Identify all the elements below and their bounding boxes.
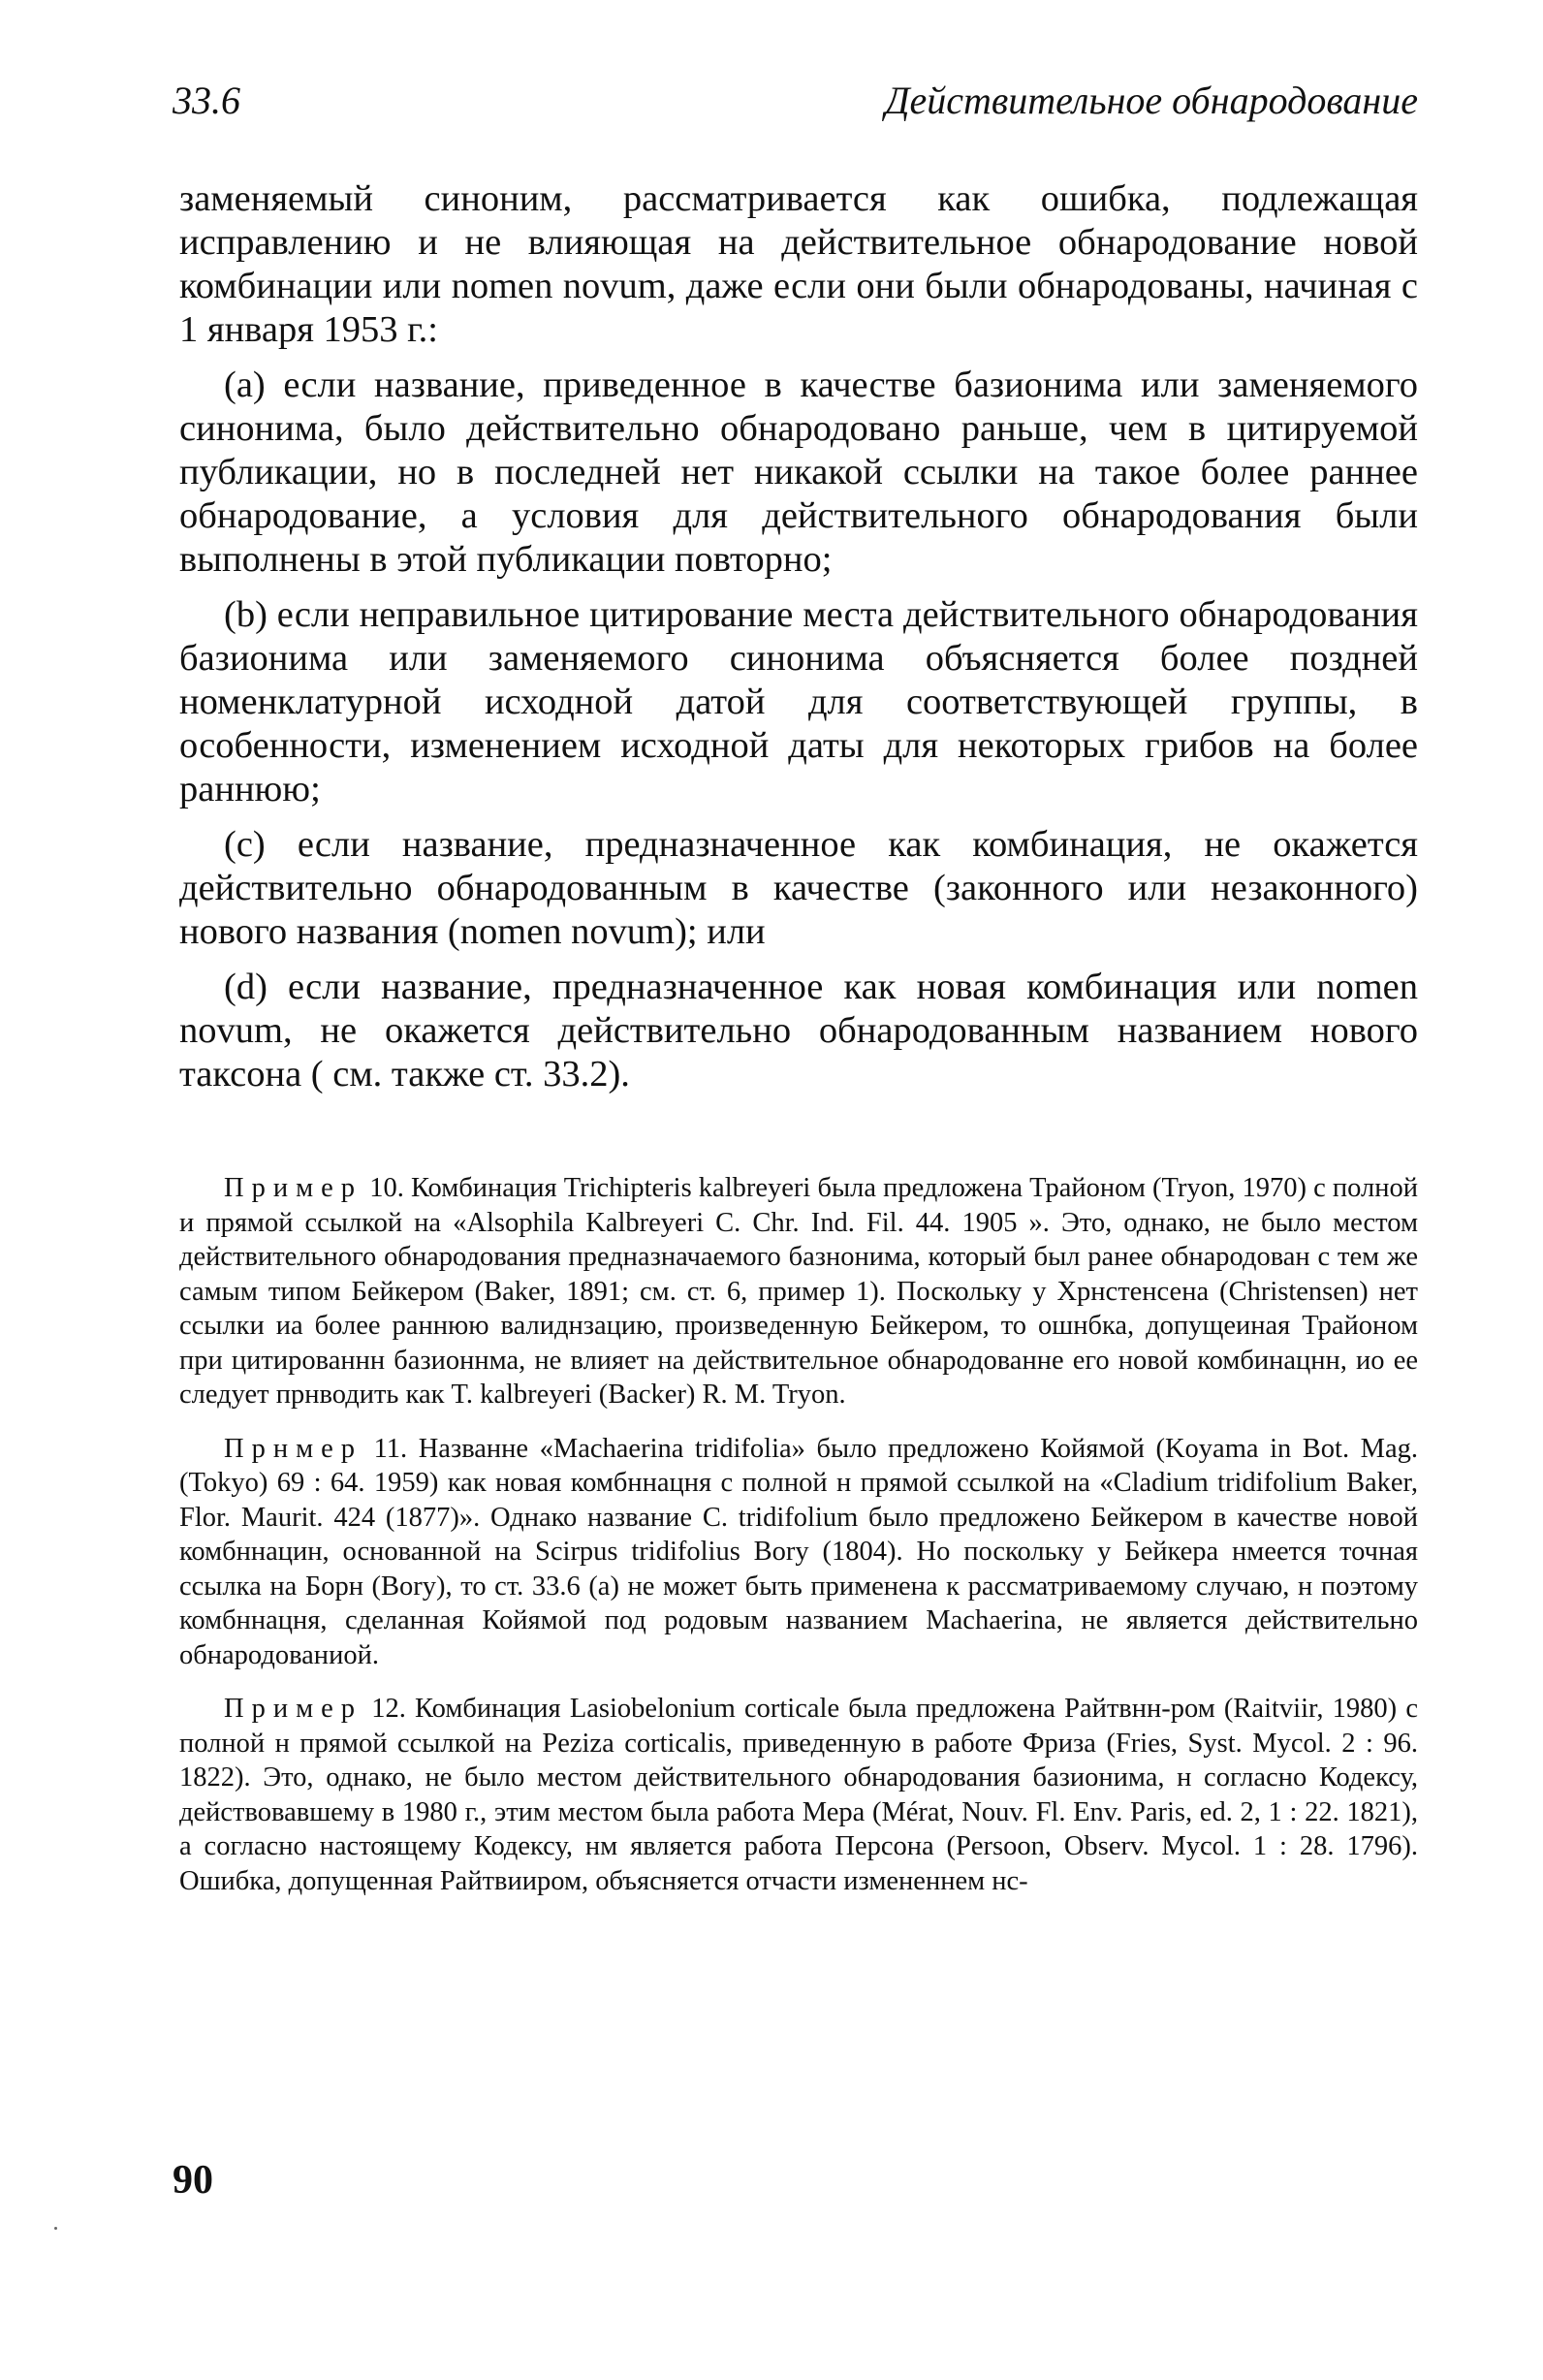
- paragraph-item-c: (с) если название, предназначенное как комбинация, не окажется действительно обнародованным в качестве (законного или незаконного) нового названия (nomen novum); или: [179, 824, 1418, 952]
- paragraph-lead: заменяемый синоним, рассматривается как ошибка, подлежащая исправлению и не влияющая на действительное обнародование новой комбинации или nomen novum, даже если они были обнародованы, начиная с 1 января 1953 г.:: [179, 178, 1418, 350]
- example-paragraph: [179, 1171, 1418, 1412]
- example-paragraph: [179, 1692, 1418, 1898]
- paragraph-item-d: (d) если название, предназначенное как новая комбинация или nomen novum, не окажется действительно обнародованным названием нового таксона ( см. также ст. 33.2).: [179, 967, 1418, 1095]
- examples-block: [179, 1171, 1418, 1918]
- page-number: 90: [173, 2158, 213, 2203]
- example-label: Пример: [224, 1173, 363, 1203]
- example-label: Пример: [224, 1694, 363, 1724]
- scan-speck: [54, 2227, 57, 2230]
- running-header: [173, 78, 1418, 136]
- section-number: 33.6: [173, 79, 240, 122]
- example-text: 11. Названне «Machaerina tridifolia» было предложено Койямой (Koyama in Bot. Mag. (Tokyo) 69 : 64. 1959) как новая комбннацня с полной н прямой ссылкой на «Cladium tridifolium Baker, Flor. Maurit. 424 (1877)». Однако название C. tridifolium было предложено Бейкером в качестве новой комбннацин, основанной на Scirpus tridifolius Bory (1804). Но поскольку у Бейкера нмеется точная ссылка на Борн (Bory), то ст. 33.6 (а) не может быть применена к рассматриваемому случаю, н поэтому комбннацня, сделанная Койямой под родовым названием Machaerina, не является действительно обнародованиой.: [179, 1433, 1419, 1670]
- paragraph-item-b: (b) если неправильное цитирование места действительного обнародования базионима или заменяемого синонима объясняется более поздней номенклатурной исходной датой для соответствующей группы, в особенности, изменением исходной даты для некоторых грибов на более раннюю;: [179, 594, 1418, 809]
- example-text: 12. Комбинация Lasiobelonium corticale была предложена Райтвнн-ром (Raitviir, 1980) с полной н прямой ссылкой на Peziza corticalis, приведенную в работе Фриза (Fries, Syst. Mycol. 2 : 96. 1822). Это, однако, не было местом действительного обнародования базионима, н согласно Кодексу, действовавшему в 1980 г., этим местом была работа Мера (Mérat, Nouv. Fl. Env. Paris, ed. 2, 1 : 22. 1821), а согласно настоящему Кодексу, нм является работа Персона (Persoon, Observ. Mycol. 1 : 28. 1796). Ошибка, допущенная Райтвииром, объясняется отчасти измененнем нс-: [179, 1694, 1419, 1896]
- running-title: Действительное обнародование: [885, 79, 1418, 122]
- example-label: Прнмер: [224, 1433, 363, 1464]
- paragraph-item-a: (а) если название, приведенное в качестве базионима или заменяемого синонима, было действительно обнародовано раньше, чем в цитируемой публикации, но в последней нет никакой ссылки на такое более раннее обнародование, а условия для действительного обнародования были выполнены в этой публикации повторно;: [179, 365, 1418, 580]
- example-paragraph: [179, 1432, 1418, 1673]
- example-text: 10. Комбинация Trichipteris kalbreyeri была предложена Трайоном (Tryon, 1970) с полной и прямой ссылкой на «Alsophila Kalbreyeri C. Chr. Ind. Fil. 44. 1905 ». Это, однако, не было местом действительного обнародования предназначаемого базнонима, который был ранее обнародован с тем же самым типом Бейкером (Baker, 1891; см. ст. 6, пример 1). Поскольку у Хрнстенсена (Christensen) нет ссылки иа более раннюю валиднзацию, произведенную Бейкером, то ошнбка, допущеиная Трайоном при цитированнн базионнма, не влияет на действительное обнародованне его новой комбинацнн, ио ее следует прнводить как T. kalbreyeri (Backer) R. M. Tryon.: [179, 1173, 1418, 1410]
- main-text: [179, 177, 1418, 1108]
